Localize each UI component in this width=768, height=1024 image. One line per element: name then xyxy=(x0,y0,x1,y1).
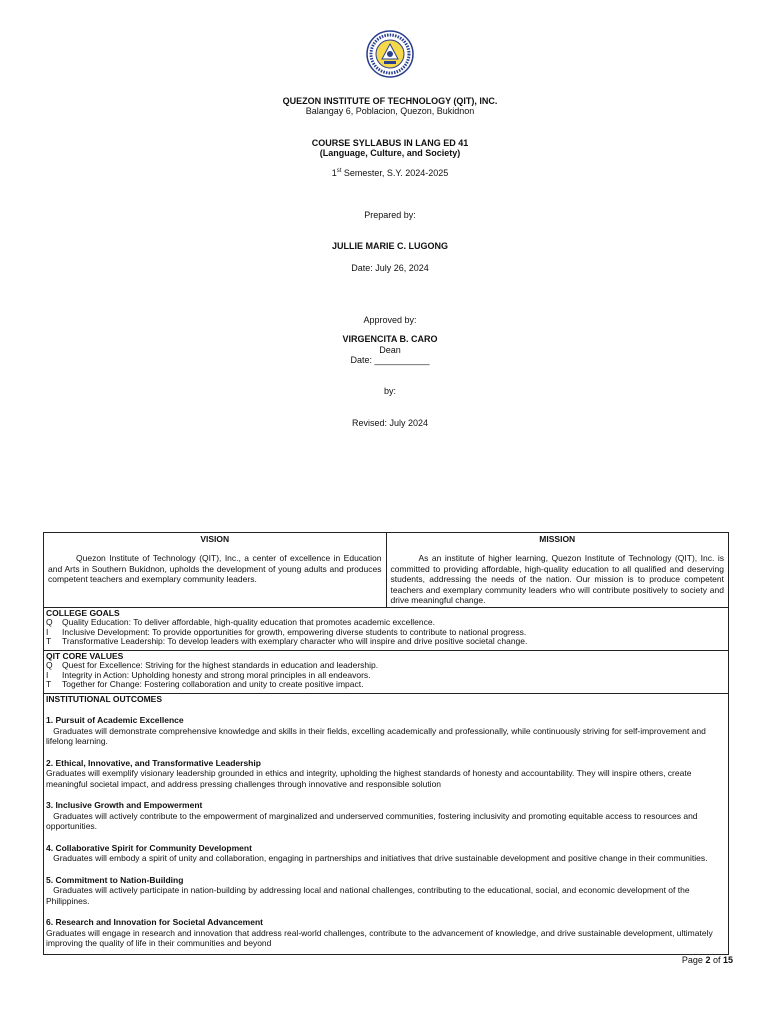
vision-mission-row xyxy=(44,533,728,608)
prepared-date: Date: July 26, 2024 xyxy=(351,263,429,273)
outcome-text: Graduates will actively contribute to the empowerment of marginalized and underserved communities, fostering inclusivity and promoting equitable access to resources and opportunities. xyxy=(46,810,700,831)
prepared-label: Prepared by: xyxy=(364,210,416,220)
list-item: Q Quality Education: To deliver affordable, high-quality education that promotes academic excellence. xyxy=(46,617,435,627)
approved-label: Approved by: xyxy=(363,315,417,325)
outcome-title: 3. Inclusive Growth and Empowerment xyxy=(46,800,203,810)
vision-cell xyxy=(44,533,386,607)
outcome-text: Graduates will engage in research and innovation that address real-world challenges, contribute to the advancement of knowledge, and drive sustainable development, ultimately improving the quality of life in their communities and beyond xyxy=(46,927,716,948)
outcome-title: 2. Ethical, Innovative, and Transformative Leadership xyxy=(46,757,261,768)
college-goals-section xyxy=(44,608,728,651)
institution-name: QUEZON INSTITUTE OF TECHNOLOGY (QIT), INC. xyxy=(282,96,498,106)
course-subtitle: (Language, Culture, and Society) xyxy=(319,148,461,158)
outcome-title: 5. Commitment to Nation-Building xyxy=(46,874,184,885)
vision-text: Quezon Institute of Technology (QIT), Inc., a center of excellence in Education and Arts in Southern Bukidnon, upholds the development of young adults and produces competent teachers and exemplary community leaders. xyxy=(48,553,382,584)
vision-mission-table xyxy=(43,532,729,955)
approver-name: VIRGENCITA B. CARO xyxy=(342,334,438,344)
mission-text: As an institute of higher learning, Quezon Institute of Technology (QIT), Inc. is committed to providing affordable, high-quality education to all qualified and deserving students, addressing the needs of the nation. Our mission is to produce competent teachers and exemplary community leaders who will contribute positively to society and drive meaningful change. xyxy=(390,553,724,605)
by-label: by: xyxy=(383,386,396,396)
core-values-section xyxy=(44,651,728,694)
institution-seal-icon xyxy=(366,30,414,78)
mission-cell xyxy=(386,533,729,607)
list-item: T Transformative Leadership: To develop leaders with exemplary character who will inspire and drive positive societal change. xyxy=(46,636,528,646)
semester-suffix: st xyxy=(336,168,342,174)
core-values-heading: QIT CORE VALUES xyxy=(46,651,124,661)
list-item: I Inclusive Development: To provide opportunities for growth, empowering diverse students to contribute to national progress. xyxy=(46,626,527,637)
outcome-text: Graduates will exemplify visionary leadership grounded in ethics and integrity, upholding the highest standards of honesty and accountability. They will inspire others, create meaningful societal impact, and address pressing challenges through innovative and responsible solution xyxy=(46,768,694,789)
institution-address: Balangay 6, Poblacion, Quezon, Bukidnon xyxy=(305,106,475,116)
outcome-text: Graduates will demonstrate comprehensive knowledge and skills in their fields, excelling academically and professionally, while continuously striving for self-improvement and lifelong learning. xyxy=(46,725,709,746)
college-goals-heading: COLLEGE GOALS xyxy=(46,608,120,618)
semester-text: Semester, S.Y. 2024-2025 xyxy=(341,168,449,178)
outcome-text: Graduates will embody a spirit of unity and collaboration, engaging in partnerships and initiatives that drive sustainable development and positive change in their communities. xyxy=(46,853,708,863)
vision-heading: VISION xyxy=(200,534,230,544)
preparer-name: JULLIE MARIE C. LUGONG xyxy=(331,241,448,251)
outcome-text: Graduates will actively participate in nation-building by addressing local and national challenges, contributing to the educational, social, and economic development of the Philippines. xyxy=(46,885,692,906)
outcome-title: 4. Collaborative Spirit for Community Development xyxy=(46,842,252,853)
approver-title: Dean xyxy=(379,345,401,355)
course-title: COURSE SYLLABUS IN LANG ED 41 xyxy=(311,138,469,148)
approved-date: Date: ___________ xyxy=(350,355,430,365)
outcome-title: 1. Pursuit of Academic Excellence xyxy=(46,715,184,725)
mission-heading: MISSION xyxy=(539,534,576,544)
semester-number: 1 xyxy=(331,168,337,178)
semester-line xyxy=(0,168,768,178)
revised-date: Revised: July 2024 xyxy=(351,418,429,428)
outcomes-heading: INSTITUTIONAL OUTCOMES xyxy=(46,694,163,704)
list-item: T Together for Change: Fostering collaboration and unity to create positive impact. xyxy=(46,679,364,689)
page-number: Page 2 of 15 xyxy=(681,955,733,965)
list-item: Q Quest for Excellence: Striving for the highest standards in education and leadership. xyxy=(46,660,379,670)
list-item: I Integrity in Action: Upholding honesty and strong moral principles in all endeavors. xyxy=(46,669,371,680)
outcome-title: 6. Research and Innovation for Societal Advancement xyxy=(46,917,263,927)
institutional-outcomes-section xyxy=(44,694,728,949)
